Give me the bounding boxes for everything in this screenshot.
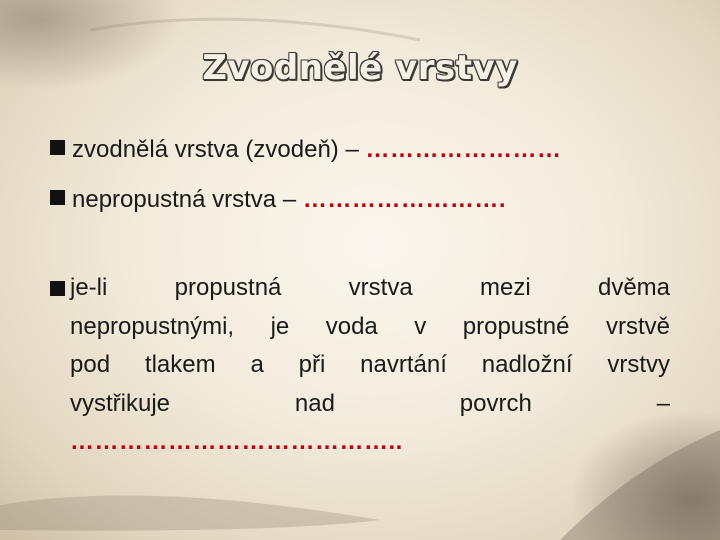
slide-title: Zvodnělé vrstvy: [202, 48, 518, 88]
paragraph-line: nepropustnými, je voda v propustné vrstvě: [70, 312, 670, 340]
paragraph-line: pod tlakem a při navrtání nadložní vrstvy: [70, 351, 670, 378]
bullet-aquifer: [50, 136, 561, 164]
paragraph-line: vystřikuje nad povrch –: [70, 389, 670, 417]
blank-dots: …………………….: [302, 186, 506, 213]
blank-dots: ……………………: [365, 136, 562, 163]
square-bullet-icon: [50, 190, 65, 205]
square-bullet-icon: [50, 140, 65, 155]
paragraph-line: je-li propustná vrstva mezi dvěma: [70, 274, 670, 301]
square-bullet-icon: [50, 281, 65, 296]
blank-dots: …………………………………..: [70, 428, 403, 455]
bullet-impermeable-layer: [50, 186, 506, 214]
bullet-artesian-paragraph: [70, 269, 670, 462]
bullet-text: nepropustná vrstva –: [72, 186, 303, 213]
bullet-text: zvodnělá vrstva (zvodeň) –: [72, 136, 366, 163]
